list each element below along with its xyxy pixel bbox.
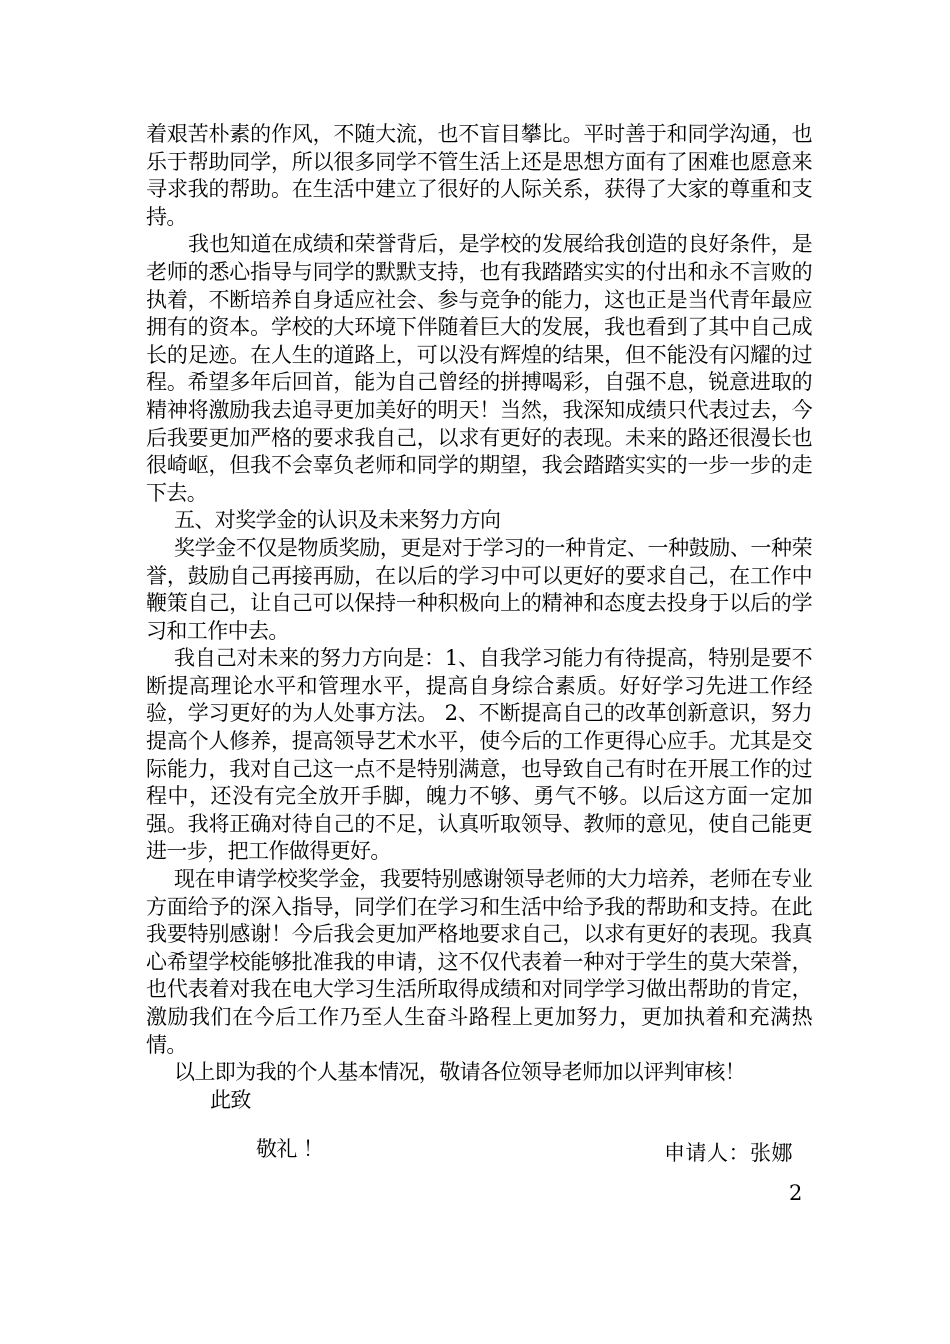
paragraph-scholarship-meaning: 奖学金不仅是物质奖励，更是对于学习的一种肯定、一种鼓励、一种荣誉，鼓励自己再接再励，在以后的学习中可以更好的要求自己，在工作中鞭策自己，让自己可以保持一种积极向上的精神和态度去投身于以后的学习和工作中去。 [146,535,812,643]
section-heading-scholarship: 五、对奖学金的认识及未来努力方向 [174,508,501,533]
paragraph-future-direction: 我自己对未来的努力方向是：1、自我学习能力有待提高，特别是要不断提高理论水平和管理水平，提高自身综合素质。好好学习先进工作经验，学习更好的为人处事方法。 2、不断提高自己的改革创新意识，努力提高个人修养，提高领导艺术水平，使今后的工作更得心应手。尤其是交际能力，我对自己这一点不是特别满意，也导致自己有时在开展工作的过程中，还没有完全放开手脚，魄力不够、勇气不够。以后这方面一定加强。我将正确对待自己的不足，认真听取领导、教师的意见，使自己能更进一步，把工作做得更好。 [146,646,812,864]
document-body [146,121,812,1164]
applicant-signature: 申请人：张娜 [664,1141,793,1165]
paragraph-achievements: 我也知道在成绩和荣誉背后，是学校的发展给我创造的良好条件，是老师的悉心指导与同学的默默支持，也有我踏踏实实的付出和永不言败的执着，不断培养自身适应社会、参与竞争的能力，这也正是当代青年最应拥有的资本。学校的大环境下伴随着巨大的发展，我也看到了其中自己成长的足迹。在人生的道路上，可以没有辉煌的结果，但不能没有闪耀的过程。希望多年后回首，能为自己曾经的拼搏喝彩，自强不息，锐意进取的精神将激励我去追寻更加美好的明天！当然，我深知成绩只代表过去，今后我要更加严格的要求我自己，以求有更好的表现。未来的路还很漫长也很崎岖，但我不会辜负老师和同学的期望，我会踏踏实实的一步一步的走下去。 [146,232,812,505]
closing-regards: 敬礼 ！ [256,1137,324,1162]
paragraph-thanks: 现在申请学校奖学金，我要特别感谢领导老师的大力培养，老师在专业方面给予的深入指导，同学们在学习和生活中给予我的帮助和支持。在此我要特别感谢！今后我会更加严格地要求自己，以求有更好的表现。我真心希望学校能够批准我的申请，这不仅代表着一种对于学生的莫大荣誉，也代表着对我在电大学习生活所取得成绩和对同学学习做出帮助的肯定，激励我们在今后工作乃至人生奋斗路程上更加努力，更加执着和充满热情。 [146,867,812,1057]
closing-salutation: 此致 [210,1087,251,1112]
paragraph-character: 着艰苦朴素的作风，不随大流，也不盲目攀比。平时善于和同学沟通，也乐于帮助同学，所以很多同学不管生活上还是思想方面有了困难也愿意来寻求我的帮助。在生活中建立了很好的人际关系，获得了大家的尊重和支持。 [146,122,812,229]
paragraph-summary: 以上即为我的个人基本情况，敬请各位领导老师加以评判审核！ [174,1060,746,1085]
page-number: 2 [789,1181,803,1205]
